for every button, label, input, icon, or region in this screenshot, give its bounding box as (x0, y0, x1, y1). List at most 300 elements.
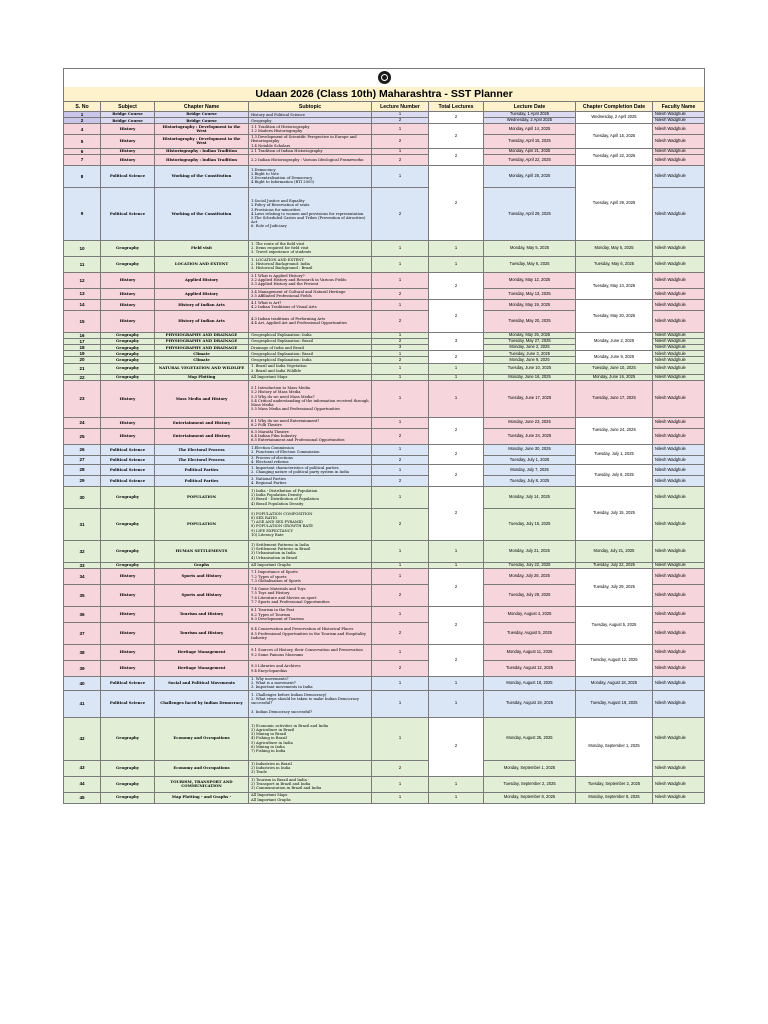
completion-date-cell: Tuesday, July 15, 2025 (576, 486, 653, 540)
total-lectures-cell: 1 (429, 363, 484, 374)
lecture-number-cell: 2 (372, 623, 429, 645)
total-lectures-cell: 2 (429, 124, 484, 148)
chapter-name-cell: Map Plotting (155, 374, 249, 380)
total-lectures-cell: 2 (429, 486, 484, 540)
total-lectures-cell: 2 (429, 464, 484, 486)
subtopic-cell: 5.1 Introduction to Mass Media 5.2 History of Mass Media 5.3 Why do we need Mass Media? 5.4 Critical understanding of the information received through Mass Media 5.5 Mass Media and Professional Opportunities (249, 380, 372, 417)
total-lectures-cell: 2 (429, 645, 484, 677)
chapter-name-cell: Bridge Course (155, 112, 249, 118)
subject-cell: History (101, 645, 155, 661)
faculty-name-cell: Nilesh Wadghule (653, 332, 705, 338)
lecture-date-cell: Tuesday, 1 April 2025 (484, 112, 576, 118)
lecture-number-cell: 1 (372, 677, 429, 690)
subject-cell: Bridge Course (101, 118, 155, 124)
subject-cell: Geography (101, 760, 155, 776)
chapter-name-cell: The Electoral Process (155, 455, 249, 464)
column-header-lecture-date: Lecture Date (484, 102, 576, 112)
subtopic-cell: 4.1 What is Art? 4.2 Indian Traditions of Visual Arts (249, 299, 372, 310)
serial-number-cell: 1 (64, 112, 101, 118)
subtopic-cell: Geography (249, 118, 372, 124)
faculty-name-cell: Nilesh Wadghule (653, 135, 705, 148)
chapter-name-cell: Graphs (155, 562, 249, 568)
subtopic-cell: Geographical Explanation: India (249, 332, 372, 338)
lecture-date-cell: Tuesday, August 19, 2025 (484, 690, 576, 717)
subject-cell: Geography (101, 357, 155, 363)
lecture-date-cell: Monday, May 19, 2025 (484, 299, 576, 310)
lecture-date-cell: Monday, September 1, 2025 (484, 760, 576, 776)
table-row (64, 240, 705, 256)
serial-number-cell: 19 (64, 351, 101, 357)
subject-cell: Geography (101, 792, 155, 803)
subject-cell: History (101, 417, 155, 428)
serial-number-cell: 41 (64, 690, 101, 717)
subtopic-cell: 1.Democracy 2.Right to Vote 3.Decentralisation of Democracy 4.Right to Information (RTI 2005) (249, 165, 372, 187)
serial-number-cell: 6 (64, 148, 101, 154)
completion-date-cell: Tuesday, August 19, 2025 (576, 690, 653, 717)
subtopic-cell: 1. Important characteristics of political parties 2. Changing nature of political party system in India (249, 464, 372, 475)
faculty-name-cell: Nilesh Wadghule (653, 717, 705, 760)
serial-number-cell: 17 (64, 338, 101, 344)
chapter-name-cell: Entertainment and History (155, 417, 249, 428)
serial-number-cell: 44 (64, 776, 101, 792)
chapter-name-cell: Working of the Constitution (155, 187, 249, 240)
faculty-name-cell: Nilesh Wadghule (653, 417, 705, 428)
lecture-number-cell: 2 (372, 428, 429, 444)
faculty-name-cell: Nilesh Wadghule (653, 118, 705, 124)
lecture-date-cell: Tuesday, June 24, 2025 (484, 428, 576, 444)
table-row (64, 486, 705, 508)
table-row (64, 607, 705, 623)
total-lectures-cell: 2 (429, 444, 484, 464)
lecture-date-cell: Tuesday, August 5, 2025 (484, 623, 576, 645)
faculty-name-cell: Nilesh Wadghule (653, 363, 705, 374)
faculty-name-cell: Nilesh Wadghule (653, 776, 705, 792)
lecture-date-cell: Tuesday, July 15, 2025 (484, 508, 576, 540)
column-header-subtopic: Subtopic (249, 102, 372, 112)
faculty-name-cell: Nilesh Wadghule (653, 154, 705, 165)
faculty-name-cell: Nilesh Wadghule (653, 661, 705, 677)
faculty-name-cell: Nilesh Wadghule (653, 623, 705, 645)
table-row (64, 165, 705, 187)
subject-cell: Geography (101, 508, 155, 540)
total-lectures-cell: 1 (429, 562, 484, 568)
subtopic-cell: History and Political Science (249, 112, 372, 118)
table-row (64, 444, 705, 455)
chapter-name-cell: Heritage Management (155, 661, 249, 677)
subtopic-cell: 3. National Parties 4. Regional Parties (249, 475, 372, 486)
serial-number-cell: 4 (64, 124, 101, 135)
udaan-logo-icon (378, 71, 391, 84)
lecture-number-cell: 1 (372, 562, 429, 568)
column-header-subject: Subject (101, 102, 155, 112)
chapter-name-cell: Sports and History (155, 585, 249, 607)
total-lectures-cell: 3 (429, 332, 484, 350)
serial-number-cell: 25 (64, 428, 101, 444)
subject-cell: History (101, 272, 155, 288)
lecture-number-cell: 1 (372, 380, 429, 417)
completion-date-cell: Tuesday, July 29, 2025 (576, 569, 653, 607)
subtopic-cell: 1) Tourism in Brazil and India - 2) Transport in Brazil and India 3) Communication in Brazil and India (249, 776, 372, 792)
total-lectures-cell: 1 (429, 374, 484, 380)
subject-cell: History (101, 135, 155, 148)
lecture-number-cell: 2 (372, 338, 429, 344)
serial-number-cell: 26 (64, 444, 101, 455)
completion-date-cell: Tuesday, May 20, 2025 (576, 299, 653, 332)
chapter-name-cell: Map Plotting - and Graphs - (155, 792, 249, 803)
lecture-date-cell: Monday, July 28, 2025 (484, 569, 576, 585)
lecture-date-cell: Monday, June 2, 2025 (484, 345, 576, 351)
chapter-name-cell: POPULATION (155, 486, 249, 508)
serial-number-cell: 7 (64, 154, 101, 165)
lecture-date-cell: Tuesday, July 22, 2025 (484, 562, 576, 568)
chapter-name-cell: PHYSIOGRAPHY AND DRAINAGE (155, 345, 249, 351)
completion-date-cell: Monday, June 2, 2025 (576, 332, 653, 350)
subtopic-cell: Drainage of India and Brazil (249, 345, 372, 351)
completion-date-cell: Tuesday, June 17, 2025 (576, 380, 653, 417)
chapter-name-cell: Bridge Course (155, 118, 249, 124)
lecture-date-cell: Monday, September 8, 2025 (484, 792, 576, 803)
subtopic-cell: 1. LOCATION AND EXTENT 2. Historical Background: India 3. Historical Background : Brazil (249, 256, 372, 272)
subtopic-cell: 7.4 Game Materials and Toys 7.5 Toys and History 7.6 Literature and Movies on sport 7.7 Sports and Professional Opportunities (249, 585, 372, 607)
subtopic-cell: 3.1 What is Applied History? 3.2 Applied History and Research in Various Fields 3.3 Applied History and the Present (249, 272, 372, 288)
serial-number-cell: 39 (64, 661, 101, 677)
subject-cell: History (101, 428, 155, 444)
subtopic-cell: All Important Maps All Important Graphs (249, 792, 372, 803)
subtopic-cell: 1. Challenges before Indian Democracy( 2. What steps should be taken to make Indian Democracy successful? 3. Indian Democracy successful? (249, 690, 372, 717)
chapter-name-cell: Working of the Constitution (155, 165, 249, 187)
faculty-name-cell: Nilesh Wadghule (653, 760, 705, 776)
lecture-number-cell: 1 (372, 717, 429, 760)
lecture-date-cell: Tuesday, April 29, 2025 (484, 187, 576, 240)
subject-cell: Political Science (101, 475, 155, 486)
total-lectures-cell: 2 (429, 717, 484, 776)
faculty-name-cell: Nilesh Wadghule (653, 607, 705, 623)
subtopic-cell: All Important Maps (249, 374, 372, 380)
completion-date-cell: Tuesday, July 1, 2025 (576, 444, 653, 464)
table-row (64, 540, 705, 562)
table-row (64, 256, 705, 272)
lecture-number-cell: 2 (372, 118, 429, 124)
completion-date-cell: Tuesday, June 24, 2025 (576, 417, 653, 444)
lecture-date-cell: Monday, August 18, 2025 (484, 677, 576, 690)
faculty-name-cell: Nilesh Wadghule (653, 486, 705, 508)
total-lectures-cell: 2 (429, 607, 484, 645)
faculty-name-cell: Nilesh Wadghule (653, 444, 705, 455)
subject-cell: History (101, 380, 155, 417)
faculty-name-cell: Nilesh Wadghule (653, 338, 705, 344)
faculty-name-cell: Nilesh Wadghule (653, 562, 705, 568)
total-lectures-cell: 1 (429, 256, 484, 272)
chapter-name-cell: Historiography : Development in the West (155, 135, 249, 148)
total-lectures-cell: 2 (429, 569, 484, 607)
serial-number-cell: 11 (64, 256, 101, 272)
table-row (64, 792, 705, 803)
lecture-number-cell: 1 (372, 332, 429, 338)
serial-number-cell: 38 (64, 645, 101, 661)
completion-date-cell: Monday, June 16, 2025 (576, 374, 653, 380)
lecture-date-cell: Tuesday, May 27, 2025 (484, 338, 576, 344)
chapter-name-cell: Mass Media and History (155, 380, 249, 417)
chapter-name-cell: Tourism and History (155, 607, 249, 623)
subtopic-cell: 3. Process of elections 4. Electoral reforms (249, 455, 372, 464)
column-header-chapter: Chapter Name (155, 102, 249, 112)
faculty-name-cell: Nilesh Wadghule (653, 585, 705, 607)
lecture-date-cell: Tuesday, April 15, 2025 (484, 135, 576, 148)
subject-cell: History (101, 585, 155, 607)
total-lectures-cell: 2 (429, 272, 484, 299)
completion-date-cell: Tuesday, May 6, 2025 (576, 256, 653, 272)
serial-number-cell: 13 (64, 288, 101, 299)
lecture-date-cell: Tuesday, April 22, 2025 (484, 154, 576, 165)
subject-cell: Political Science (101, 677, 155, 690)
lecture-number-cell: 1 (372, 272, 429, 288)
subject-cell: Bridge Course (101, 112, 155, 118)
lecture-date-cell: Monday, August 11, 2025 (484, 645, 576, 661)
lecture-number-cell: 1 (372, 417, 429, 428)
faculty-name-cell: Nilesh Wadghule (653, 374, 705, 380)
subtopic-cell: 1. Brazil and India Vegetation 2. Brazil and India Wildlife (249, 363, 372, 374)
completion-date-cell: Tuesday, April 22, 2025 (576, 148, 653, 165)
lecture-number-cell: 1 (372, 299, 429, 310)
subject-cell: History (101, 661, 155, 677)
chapter-name-cell: Climate (155, 357, 249, 363)
lecture-number-cell: 2 (372, 310, 429, 332)
chapter-name-cell: PHYSIOGRAPHY AND DRAINAGE (155, 332, 249, 338)
subtopic-cell: Geographical Explanation: Brazil (249, 351, 372, 357)
subject-cell: Political Science (101, 455, 155, 464)
serial-number-cell: 5 (64, 135, 101, 148)
lecture-date-cell: Monday, June 9, 2025 (484, 357, 576, 363)
faculty-name-cell: Nilesh Wadghule (653, 187, 705, 240)
subtopic-cell: 5) POPULATION COMPOSITION 6) SEX RATIO 7) AGE AND SEX PYRAMID 8) POPULATION GROWTH RATE 9) LIFE EXPECTANCY 10) Literacy Rate (249, 508, 372, 540)
serial-number-cell: 45 (64, 792, 101, 803)
serial-number-cell: 22 (64, 374, 101, 380)
chapter-name-cell: POPULATION (155, 508, 249, 540)
chapter-name-cell: Entertainment and History (155, 428, 249, 444)
planner-sheet (63, 68, 704, 804)
subtopic-cell: 1.3 Development of Scientific Perspective in Europe and Historiography 1.4 Notable Scholars (249, 135, 372, 148)
lecture-date-cell: Monday, August 4, 2025 (484, 607, 576, 623)
subject-cell: Geography (101, 363, 155, 374)
subject-cell: History (101, 569, 155, 585)
completion-date-cell: Tuesday, July 8, 2025 (576, 464, 653, 486)
planner-table (63, 68, 705, 804)
lecture-number-cell: 1 (372, 645, 429, 661)
faculty-name-cell: Nilesh Wadghule (653, 148, 705, 154)
faculty-name-cell: Nilesh Wadghule (653, 345, 705, 351)
subtopic-cell: 8.4 Conservation and Preservation of Historical Places 8.5 Professional Opportunities in the Tourism and Hospitality Industry (249, 623, 372, 645)
subject-cell: Geography (101, 776, 155, 792)
serial-number-cell: 33 (64, 562, 101, 568)
serial-number-cell: 30 (64, 486, 101, 508)
subtopic-cell: 6.3 Marathi Theatre 6.4 Indian Film Industry 6.5 Entertainment and Professional Opportunities (249, 428, 372, 444)
serial-number-cell: 35 (64, 585, 101, 607)
lecture-number-cell: 2 (372, 760, 429, 776)
completion-date-cell: Monday, September 8, 2025 (576, 792, 653, 803)
serial-number-cell: 21 (64, 363, 101, 374)
faculty-name-cell: Nilesh Wadghule (653, 690, 705, 717)
chapter-name-cell: Heritage Management (155, 645, 249, 661)
subtopic-cell: 3.4 Management of Cultural and Natural Heritage 3.5 Affiliated Professional Fields (249, 288, 372, 299)
faculty-name-cell: Nilesh Wadghule (653, 240, 705, 256)
completion-date-cell: Monday, August 18, 2025 (576, 677, 653, 690)
subject-cell: Political Science (101, 690, 155, 717)
lecture-date-cell: Monday, June 23, 2025 (484, 417, 576, 428)
lecture-number-cell: 1 (372, 240, 429, 256)
chapter-name-cell: History of Indian Arts (155, 299, 249, 310)
lecture-number-cell: 1 (372, 374, 429, 380)
total-lectures-cell: 2 (429, 299, 484, 332)
subject-cell: Geography (101, 351, 155, 357)
subtopic-cell: 1) Economic activities in Brazil and India 2) Agriculture in Brazil 3) Mining in Brazil 4) Fishing in Brazil 5) Agriculture in India 6) Mining in India 7) Fishing in India (249, 717, 372, 760)
table-row (64, 645, 705, 661)
faculty-name-cell: Nilesh Wadghule (653, 645, 705, 661)
serial-number-cell: 16 (64, 332, 101, 338)
serial-number-cell: 23 (64, 380, 101, 417)
lecture-date-cell: Monday, July 7, 2025 (484, 464, 576, 475)
lecture-date-cell: Monday, April 21, 2025 (484, 148, 576, 154)
subject-cell: Geography (101, 338, 155, 344)
lecture-number-cell: 1 (372, 776, 429, 792)
lecture-date-cell: Monday, April 28, 2025 (484, 165, 576, 187)
lecture-date-cell: Monday, May 26, 2025 (484, 332, 576, 338)
serial-number-cell: 28 (64, 464, 101, 475)
faculty-name-cell: Nilesh Wadghule (653, 272, 705, 288)
column-header-faculty: Faculty Name (653, 102, 705, 112)
chapter-name-cell: Political Parties (155, 464, 249, 475)
serial-number-cell: 27 (64, 455, 101, 464)
subject-cell: Geography (101, 717, 155, 760)
faculty-name-cell: Nilesh Wadghule (653, 508, 705, 540)
subtopic-cell: 4.3 Indian traditions of Performing Arts 4.4 Art, Applied Art and Professional Opportunities (249, 310, 372, 332)
subject-cell: History (101, 299, 155, 310)
lecture-date-cell: Tuesday, August 12, 2025 (484, 661, 576, 677)
lecture-date-cell: Tuesday, July 1, 2025 (484, 455, 576, 464)
total-lectures-cell: 1 (429, 380, 484, 417)
subtopic-cell: 1. The route of the field visit 2. Items required for field visit 3. Travel experience of students (249, 240, 372, 256)
faculty-name-cell: Nilesh Wadghule (653, 112, 705, 118)
lecture-number-cell: 1 (372, 464, 429, 475)
serial-number-cell: 9 (64, 187, 101, 240)
subject-cell: History (101, 124, 155, 135)
subject-cell: History (101, 623, 155, 645)
lecture-number-cell: 1 (372, 569, 429, 585)
subtopic-cell: 2.2 Indian Historiography : Various Ideological Frameworks (249, 154, 372, 165)
lecture-date-cell: Tuesday, June 17, 2025 (484, 380, 576, 417)
chapter-name-cell: Historiography : Indian Tradition (155, 148, 249, 154)
serial-number-cell: 36 (64, 607, 101, 623)
faculty-name-cell: Nilesh Wadghule (653, 380, 705, 417)
chapter-name-cell: Social and Political Movements (155, 677, 249, 690)
serial-number-cell: 12 (64, 272, 101, 288)
serial-number-cell: 29 (64, 475, 101, 486)
total-lectures-cell: 1 (429, 540, 484, 562)
lecture-number-cell: 1 (372, 112, 429, 118)
table-row (64, 299, 705, 310)
serial-number-cell: 34 (64, 569, 101, 585)
subtopic-cell: 9.1 Sources of History, their Conservation and Preservation 9.2 Some Famous Museums (249, 645, 372, 661)
completion-date-cell: Wednesday, 2 April 2025 (576, 112, 653, 124)
completion-date-cell: Tuesday, June 10, 2025 (576, 363, 653, 374)
lecture-date-cell: Tuesday, September 2, 2025 (484, 776, 576, 792)
serial-number-cell: 2 (64, 118, 101, 124)
serial-number-cell: 37 (64, 623, 101, 645)
subtopic-cell: 1) India - Distribution of Population 2) India Population Density 3) Brazil - Distribution of Population 4) Brazil Population Density (249, 486, 372, 508)
lecture-date-cell: Tuesday, May 13, 2025 (484, 288, 576, 299)
subject-cell: Political Science (101, 187, 155, 240)
faculty-name-cell: Nilesh Wadghule (653, 357, 705, 363)
subject-cell: Geography (101, 374, 155, 380)
serial-number-cell: 10 (64, 240, 101, 256)
lecture-number-cell: 1 (372, 486, 429, 508)
serial-number-cell: 40 (64, 677, 101, 690)
lecture-date-cell: Monday, July 21, 2025 (484, 540, 576, 562)
chapter-name-cell: Applied History (155, 272, 249, 288)
subtopic-cell: 7.1 Importance of Sports 7.2 Types of sports 7.3 Globalisation of Sports (249, 569, 372, 585)
completion-date-cell: Monday, May 5, 2025 (576, 240, 653, 256)
lecture-date-cell: Monday, June 30, 2025 (484, 444, 576, 455)
subtopic-cell: 1.Election Commission 2. Functions of Election Commission (249, 444, 372, 455)
lecture-number-cell: 2 (372, 475, 429, 486)
table-row (64, 677, 705, 690)
faculty-name-cell: Nilesh Wadghule (653, 792, 705, 803)
lecture-number-cell: 1 (372, 792, 429, 803)
subject-cell: History (101, 288, 155, 299)
total-lectures-cell: 2 (429, 417, 484, 444)
lecture-number-cell: 1 (372, 351, 429, 357)
faculty-name-cell: Nilesh Wadghule (653, 256, 705, 272)
table-row (64, 124, 705, 135)
lecture-number-cell: 1 (372, 256, 429, 272)
completion-date-cell: Monday, June 9, 2025 (576, 351, 653, 363)
chapter-name-cell: Sports and History (155, 569, 249, 585)
serial-number-cell: 24 (64, 417, 101, 428)
lecture-number-cell: 2 (372, 455, 429, 464)
chapter-name-cell: The Electoral Process (155, 444, 249, 455)
table-row (64, 363, 705, 374)
lecture-date-cell: Tuesday, May 20, 2025 (484, 310, 576, 332)
chapter-name-cell: History of Indian Arts (155, 310, 249, 332)
total-lectures-cell: 2 (429, 112, 484, 124)
total-lectures-cell: 1 (429, 792, 484, 803)
lecture-number-cell: 1 (372, 690, 429, 717)
serial-number-cell: 32 (64, 540, 101, 562)
total-lectures-cell: 1 (429, 690, 484, 717)
total-lectures-cell: 2 (429, 351, 484, 363)
subject-cell: Geography (101, 562, 155, 568)
subject-cell: History (101, 154, 155, 165)
subject-cell: Political Science (101, 165, 155, 187)
subject-cell: Geography (101, 486, 155, 508)
lecture-number-cell: 2 (372, 187, 429, 240)
lecture-date-cell: Tuesday, June 3, 2025 (484, 351, 576, 357)
chapter-name-cell: TOURISM, TRANSPORT AND COMMUNICATION (155, 776, 249, 792)
lecture-date-cell: Monday, May 5, 2025 (484, 240, 576, 256)
faculty-name-cell: Nilesh Wadghule (653, 351, 705, 357)
faculty-name-cell: Nilesh Wadghule (653, 124, 705, 135)
chapter-name-cell: HUMAN SETTLEMENTS (155, 540, 249, 562)
table-row (64, 690, 705, 717)
completion-date-cell: Tuesday, August 12, 2025 (576, 645, 653, 677)
chapter-name-cell: Tourism and History (155, 623, 249, 645)
table-row (64, 272, 705, 288)
faculty-name-cell: Nilesh Wadghule (653, 288, 705, 299)
lecture-number-cell: 1 (372, 124, 429, 135)
faculty-name-cell: Nilesh Wadghule (653, 464, 705, 475)
subtopic-cell: All Important Graphs (249, 562, 372, 568)
subtopic-cell: 1. Why movements? 2. What is a movement? 3. Important movements in India (249, 677, 372, 690)
total-lectures-cell: 2 (429, 148, 484, 165)
